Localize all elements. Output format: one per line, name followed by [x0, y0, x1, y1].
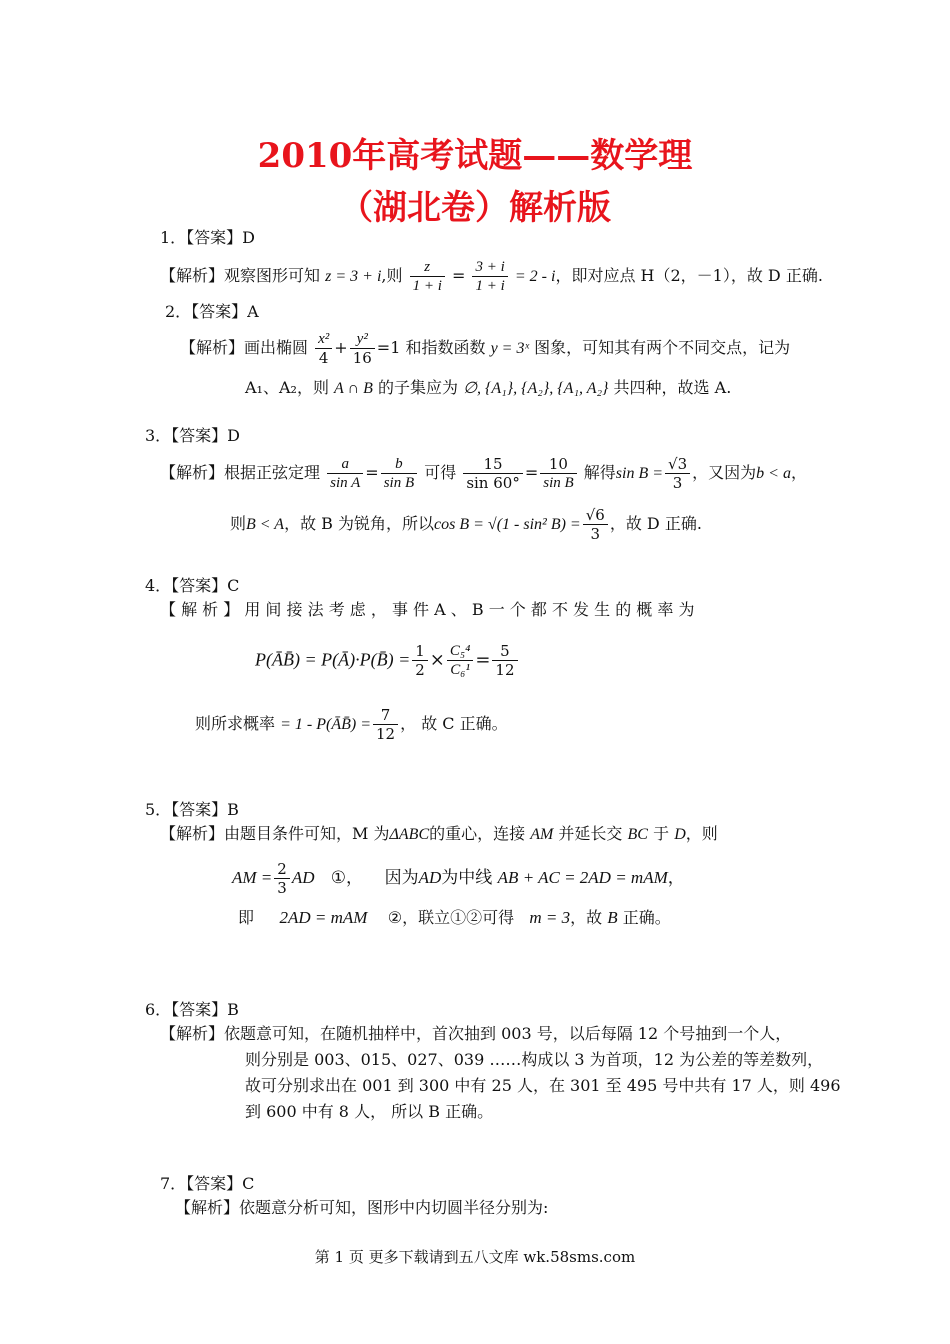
q7-answer: 7．【答案】C — [160, 1174, 255, 1193]
q5-text-b: 的重心，连接 — [429, 824, 526, 843]
q1-frac2-num: 3 + i — [472, 258, 507, 277]
q5-eq-b: AM — [530, 826, 554, 843]
q2-eq-d: ∅, {A₁}, {A₂}, {A₁, A₂} — [463, 380, 609, 397]
page-title: 2010年高考试题——数学理 — [257, 136, 693, 176]
q1-frac1-den: 1 + i — [412, 278, 442, 294]
q5-text-d: 于 — [653, 824, 670, 843]
q3-tag: 【解析】 — [160, 463, 225, 482]
q5-frac-den: 3 — [277, 879, 287, 897]
q2-eq-a: =1 — [376, 338, 401, 357]
q1-frac1-num: z — [410, 258, 445, 277]
q4-solution-line3 — [195, 706, 508, 743]
q2-text-a: 画出椭圆 — [244, 338, 309, 357]
q3-frac2-den: sin B — [383, 475, 415, 491]
q3-frac3-den: sin 60° — [466, 474, 520, 492]
q2-answer: 2．【答案】A — [165, 302, 259, 321]
q3-frac2-num: b — [381, 455, 417, 474]
q1-answer: 1．【答案】D — [160, 228, 256, 247]
q5-l2-text: 因为 — [384, 868, 419, 888]
q4-eq3: = 1 - P(ĀB̄) = — [280, 716, 372, 733]
q5-tag: 【解析】 — [160, 824, 225, 843]
q5-l3-d: 正确。 — [622, 908, 671, 927]
q4-frac4-num: 7 — [373, 706, 398, 725]
q1-solution — [160, 258, 823, 295]
q4-line3-b: ， 故 C 正确。 — [400, 714, 508, 733]
q4-eq1: P(ĀB̄) = P(Ā)·P(B̄) = — [255, 649, 411, 670]
q3-frac4-den: sin B — [543, 475, 574, 491]
q5-solution-line1 — [160, 824, 718, 845]
q2-eq-b: y = 3ˣ — [490, 340, 529, 357]
q1-text-a: 观察图形可知 — [224, 266, 321, 285]
q2-frac-x-num: x² — [315, 330, 332, 349]
q3-line2-a: 则 — [230, 514, 247, 533]
q6-solution-line2: 则分别是 003、015、027、039 ……构成以 3 为首项，12 为公差的等差数列， — [245, 1050, 824, 1069]
q4-frac2 — [447, 642, 473, 679]
q3-frac6-num: √6 — [583, 506, 608, 525]
q1-frac2 — [472, 258, 507, 295]
q5-eq-c: BC — [627, 826, 648, 843]
q2-plus: + — [334, 338, 348, 357]
q2-frac-y-den: 16 — [352, 349, 372, 367]
q3-frac1-num: a — [327, 455, 363, 474]
q5-eq-a: ΔABC — [389, 826, 430, 843]
q5-text-c: 并延长交 — [558, 824, 623, 843]
q5-l2-eq1: AM = — [232, 868, 273, 887]
q1-text-c: ，即对应点 H（2，－1），故 D 正确. — [555, 266, 823, 285]
page-footer: 第 1 页 更多下载请到五八文库 wk.58sms.com — [314, 1248, 636, 1266]
q5-solution-line2 — [232, 860, 685, 897]
q5-l3-eq3: B — [607, 908, 618, 927]
q3-eq3: sin B = — [615, 465, 664, 482]
q5-l2-text2: 为中线 — [441, 868, 493, 888]
q5-l2-eq2: AD — [291, 868, 315, 887]
q1-text-b: ,则 — [381, 266, 403, 285]
q5-eq-d: D — [674, 826, 686, 843]
q2-solution-line2 — [245, 378, 731, 399]
q6-solution-line1: 【解析】依题意可知，在随机抽样中，首次抽到 003 号，以后每隔 12 个号抽到一个人， — [160, 1024, 792, 1043]
q4-frac3 — [492, 642, 517, 679]
q3-eq1: = — [365, 463, 379, 482]
q4-solution-line1: 【 解 析 】 用 间 接 法 考 虑 ， 事 件 A 、 B 一 个 都 不 发 生 的 概 率 为 — [160, 600, 695, 619]
q4-eq2: = — [475, 649, 491, 671]
q3-frac6-den: 3 — [590, 525, 601, 543]
q5-text-e: ，则 — [685, 824, 718, 843]
q5-l2-eq3: AD — [418, 868, 442, 887]
q3-frac6 — [583, 506, 608, 543]
q5-frac-num: 2 — [274, 860, 290, 879]
q5-l2-text3: ， — [667, 868, 685, 888]
q5-l3-b: ②，联立①②可得 — [387, 908, 515, 927]
q4-frac2-num: C₅⁴ — [447, 642, 473, 661]
q5-l3-eq2: m = 3 — [529, 908, 571, 927]
q3-frac4-num: 10 — [540, 455, 576, 474]
q5-solution-line3 — [238, 908, 671, 928]
q4-frac1-num: 1 — [412, 642, 428, 661]
q1-eq-a: z = 3 + i — [325, 268, 382, 285]
q6-answer: 6．【答案】B — [145, 1000, 239, 1019]
q3-answer: 3．【答案】D — [145, 426, 241, 445]
q1-frac1 — [410, 258, 445, 295]
q3-frac1 — [327, 455, 363, 492]
q3-frac1-den: sin A — [330, 475, 361, 491]
q2-line2-a: A₁、A₂，则 — [245, 378, 329, 397]
q3-line2-b: ，故 B 为锐角，所以 — [284, 514, 435, 533]
q3-eq2: = — [524, 463, 539, 482]
q5-text-a: 由题目条件可知，M 为 — [224, 824, 390, 843]
q2-tag: 【解析】 — [180, 338, 245, 357]
q3-text-a: 根据正弦定理 — [224, 463, 321, 482]
q2-line2-c: 共四种，故选 A. — [613, 378, 732, 397]
q2-text-b: 和指数函数 — [405, 338, 486, 357]
q5-l2-eq4: AB + AC = 2AD = mAM — [497, 868, 668, 887]
q3-text-e: ， — [790, 463, 807, 482]
q5-l3-eq1: 2AD = mAM — [279, 908, 368, 927]
q2-frac-x-den: 4 — [318, 349, 329, 367]
q5-l2-mark: ①， — [330, 868, 363, 888]
q3-text-b: 可得 — [424, 463, 457, 482]
q3-frac5 — [665, 455, 690, 492]
q1-eq-c: = 2 - i — [514, 268, 556, 285]
q4-frac4-den: 12 — [376, 725, 396, 743]
q3-solution-line2 — [230, 506, 702, 543]
q3-frac3-num: 15 — [463, 455, 523, 474]
q2-text-c: 图象，可知其有两个不同交点，记为 — [534, 338, 791, 357]
q4-times: × — [429, 649, 445, 671]
q2-eq-c: A ∩ B — [334, 380, 373, 397]
q7-solution-line1: 【解析】依题意分析可知，图形中内切圆半径分别为: — [175, 1198, 549, 1217]
q1-tag: 【解析】 — [160, 266, 225, 285]
q4-frac1-den: 2 — [415, 661, 425, 679]
q1-frac2-den: 1 + i — [475, 278, 505, 294]
q4-frac3-num: 5 — [492, 642, 517, 661]
q5-l3-c: ，故 — [570, 908, 603, 927]
q2-solution-line1 — [180, 330, 790, 367]
q2-line2-b: 的子集应为 — [377, 378, 458, 397]
q5-answer: 5．【答案】B — [145, 800, 239, 819]
q2-frac-x — [315, 330, 332, 367]
q3-eq5: B < A — [246, 516, 285, 533]
q3-frac2 — [381, 455, 417, 492]
q3-text-d: ，又因为 — [692, 463, 757, 482]
q4-frac1 — [412, 642, 428, 679]
q3-line2-c: ，故 D 正确. — [609, 514, 702, 533]
q6-solution-line3: 故可分别求出在 001 到 300 中有 25 人，在 301 至 495 号中共有 17 人，则 496 — [245, 1076, 841, 1095]
q1-eq-b: = — [451, 266, 466, 285]
q4-frac4 — [373, 706, 398, 743]
q6-solution-line4: 到 600 中有 8 人， 所以 B 正确。 — [245, 1102, 494, 1121]
q3-solution-line1 — [160, 455, 807, 492]
q3-frac3 — [463, 455, 523, 492]
q2-frac-y-num: y² — [350, 330, 375, 349]
q3-eq6: cos B = √(1 - sin² B) = — [434, 516, 581, 533]
q5-l3-a: 即 — [238, 908, 255, 927]
q5-frac — [274, 860, 290, 897]
q4-frac3-den: 12 — [495, 661, 515, 679]
q3-frac5-den: 3 — [672, 474, 683, 492]
q3-frac5-num: √3 — [665, 455, 690, 474]
page-subtitle: （湖北卷）解析版 — [339, 188, 611, 228]
q4-answer: 4．【答案】C — [145, 576, 240, 595]
q3-eq4: b < a — [756, 465, 791, 482]
q4-line3-a: 则所求概率 — [195, 714, 276, 733]
q3-text-c: 解得 — [583, 463, 616, 482]
q4-frac2-den: C₆¹ — [450, 662, 470, 678]
q3-frac4 — [540, 455, 576, 492]
q4-solution-line2 — [255, 642, 520, 679]
q2-frac-y — [350, 330, 375, 367]
